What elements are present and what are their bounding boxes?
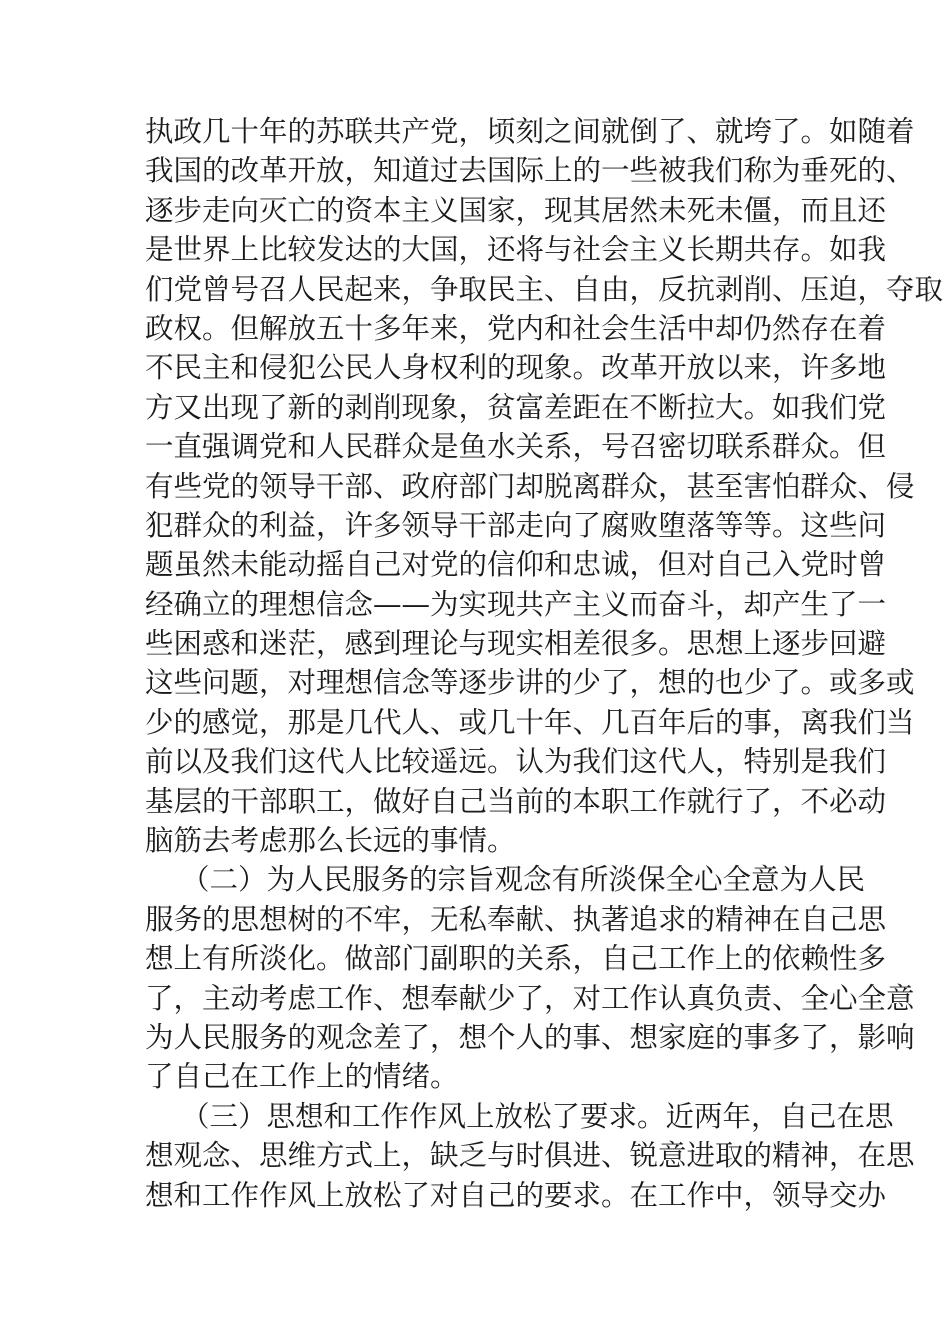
text-line: 执政几十年的苏联共产党，顷刻之间就倒了、就垮了。如随着 [145,115,915,148]
text-line: 基层的干部职工，做好自己当前的本职工作就行了，不必动 [145,784,887,818]
text-line: 不民主和侵犯公民人身权利的现象。改革开放以来，许多地 [145,351,887,385]
text-line: 想上有所淡化。做部门副职的关系，自己工作上的依赖性多 [145,942,887,976]
text-line: 我国的改革开放，知道过去国际上的一些被我们称为垂死的、 [145,154,915,188]
text-line: 有些党的领导干部、政府部门却脱离群众，甚至害怕群众、侵 [145,469,915,503]
body-text [145,112,944,1215]
text-line: 前以及我们这代人比较遥远。认为我们这代人，特别是我们 [145,745,887,779]
text-line: 逐步走向灭亡的资本主义国家，现其居然未死未僵，而且还 [145,193,887,227]
text-line: 犯群众的利益，许多领导干部走向了腐败堕落等等。这些问 [145,508,887,542]
text-line: （三）思想和工作作风上放松了要求。近两年，自己在思 [181,1099,894,1133]
paragraph-2 [145,860,915,1096]
paragraph-1 [145,112,944,860]
text-line: 些困惑和迷茫，感到理论与现实相差很多。思想上逐步回避 [145,627,887,661]
text-line: 了，主动考虑工作、想奉献少了，对工作认真负责、全心全意 [145,981,915,1015]
text-line: 经确立的理想信念——为实现共产主义而奋斗，却产生了一 [145,587,887,621]
text-line: 想和工作作风上放松了对自己的要求。在工作中，领导交办 [145,1178,887,1212]
text-line: 们党曾号召人民起来，争取民主、自由，反抗剥削、压迫，夺取 [145,272,944,306]
paragraph-3 [145,1097,915,1215]
text-line: 一直强调党和人民群众是鱼水关系，号召密切联系群众。但 [145,430,887,464]
text-line: 少的感觉，那是几代人、或几十年、几百年后的事，离我们当 [145,705,915,739]
text-line: 为人民服务的观念差了，想个人的事、想家庭的事多了，影响 [145,1020,915,1054]
text-line: 这些问题，对理想信念等逐步讲的少了，想的也少了。或多或 [145,666,915,700]
text-line: 脑筋去考虑那么长远的事情。 [145,824,516,858]
text-line: 服务的思想树的不牢，无私奉献、执著追求的精神在自己思 [145,902,887,936]
text-line: 题虽然未能动摇自己对党的信仰和忠诚，但对自己入党时曾 [145,548,887,582]
text-line: 想观念、思维方式上，缺乏与时俱进、锐意进取的精神，在思 [145,1139,915,1173]
text-line: 政权。但解放五十多年来，党内和社会生活中却仍然存在着 [145,311,887,345]
text-line: （二）为人民服务的宗旨观念有所淡保全心全意为人民 [181,863,866,897]
text-line: 方又出现了新的剥削现象，贫富差距在不断拉大。如我们党 [145,390,887,424]
text-line: 了自己在工作上的情绪。 [145,1060,459,1094]
text-line: 是世界上比较发达的大国，还将与社会主义长期共存。如我 [145,233,887,267]
